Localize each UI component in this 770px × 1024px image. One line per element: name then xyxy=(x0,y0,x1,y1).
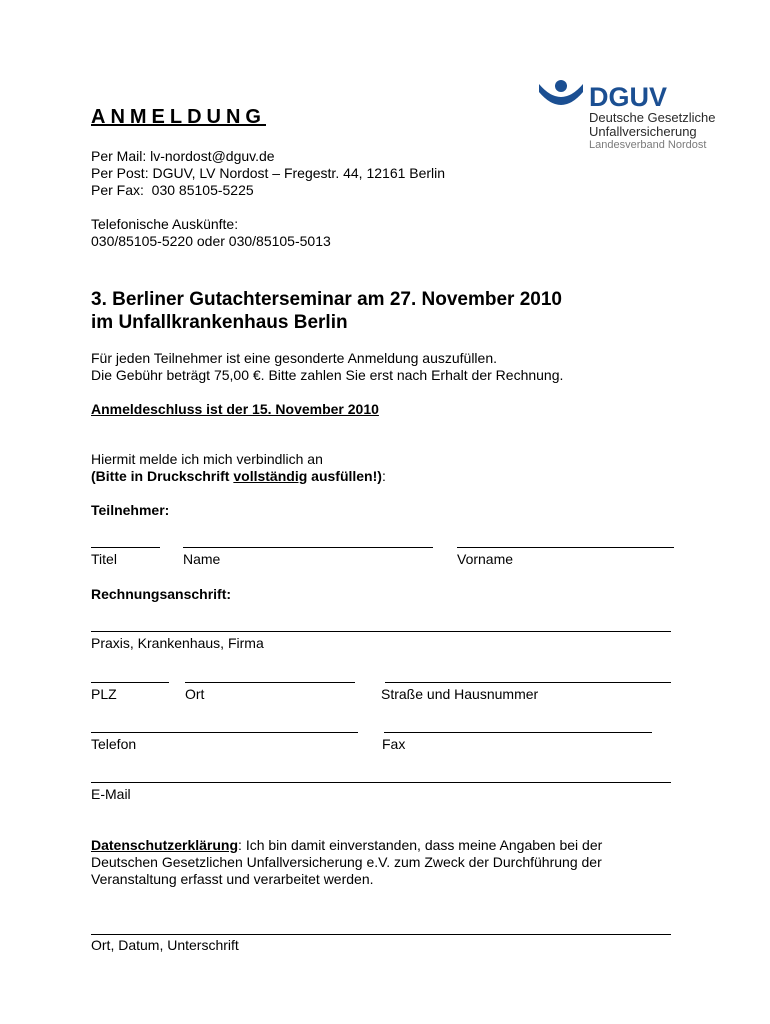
participant-heading: Teilnehmer: xyxy=(91,502,170,518)
contact-phone-label: Telefonische Auskünfte: xyxy=(91,216,239,232)
contact-mail: Per Mail: lv-nordost@dguv.de xyxy=(91,148,275,164)
name-label: Name xyxy=(183,551,221,567)
signature-label: Ort, Datum, Unterschrift xyxy=(91,937,239,953)
street-label: Straße und Hausnummer xyxy=(381,686,539,702)
firstname-label: Vorname xyxy=(457,551,514,567)
zip-label: PLZ xyxy=(91,686,117,702)
phone-field[interactable] xyxy=(91,732,358,733)
intro-instruction-colon: : xyxy=(381,468,386,484)
intro-line-2 xyxy=(91,468,386,485)
registration-deadline: Anmeldeschluss ist der 15. November 2010 xyxy=(91,401,379,417)
organization-field[interactable] xyxy=(91,631,671,632)
city-label: Ort xyxy=(185,686,205,702)
intro-instruction-c: ausfüllen!) xyxy=(307,468,382,484)
email-label: E-Mail xyxy=(91,786,131,802)
zip-field[interactable] xyxy=(91,682,169,683)
event-headline xyxy=(91,288,562,334)
dguv-logo xyxy=(537,80,727,154)
signature-field[interactable] xyxy=(91,934,671,935)
email-field[interactable] xyxy=(91,782,671,783)
intro-line-1: Hiermit melde ich mich verbindlich an xyxy=(91,451,323,467)
intro-instruction-emphasis: vollständig xyxy=(233,468,308,484)
privacy-text-1: : Ich bin damit einverstanden, dass meine Angaben bei der xyxy=(238,837,603,853)
privacy-line-2: Deutschen Gesetzlichen Unfallversicherung e.V. zum Zweck der Durchführung der xyxy=(91,854,602,870)
info-line-2: Die Gebühr beträgt 75,00 €. Bitte zahlen Sie erst nach Erhalt der Rechnung. xyxy=(91,367,564,383)
page-title: ANMELDUNG xyxy=(91,106,266,128)
city-field[interactable] xyxy=(185,682,355,683)
logo-line-1: Deutsche Gesetzliche xyxy=(589,110,716,125)
title-field[interactable] xyxy=(91,547,160,548)
headline-line-1: 3. Berliner Gutachterseminar am 27. November 2010 xyxy=(91,289,563,310)
privacy-heading: Datenschutzerklärung xyxy=(91,837,239,853)
firstname-field[interactable] xyxy=(457,547,674,548)
logo-line-2: Unfallversicherung xyxy=(589,124,697,139)
fax-field[interactable] xyxy=(384,732,652,733)
billing-heading: Rechnungsanschrift: xyxy=(91,586,232,602)
info-line-1: Für jeden Teilnehmer ist eine gesonderte Anmeldung auszufüllen. xyxy=(91,350,497,366)
street-field[interactable] xyxy=(385,682,671,683)
logo-line-3: Landesverband Nordost xyxy=(589,139,707,151)
dguv-emblem-icon xyxy=(537,80,585,114)
phone-label: Telefon xyxy=(91,736,137,752)
contact-post: Per Post: DGUV, LV Nordost – Fregestr. 44, 12161 Berlin xyxy=(91,165,446,181)
logo-brand: DGUV xyxy=(589,82,668,112)
contact-fax: Per Fax: 030 85105-5225 xyxy=(91,182,254,198)
title-label: Titel xyxy=(91,551,117,567)
name-field[interactable] xyxy=(183,547,433,548)
intro-instruction-a: (Bitte in Druckschrift xyxy=(91,468,234,484)
fax-label: Fax xyxy=(382,736,406,752)
headline-line-2: im Unfallkrankenhaus Berlin xyxy=(91,312,348,333)
privacy-line-1 xyxy=(91,837,602,854)
organization-label: Praxis, Krankenhaus, Firma xyxy=(91,635,264,651)
privacy-line-3: Veranstaltung erfasst und verarbeitet werden. xyxy=(91,871,374,887)
contact-phone-numbers: 030/85105-5220 oder 030/85105-5013 xyxy=(91,233,331,249)
